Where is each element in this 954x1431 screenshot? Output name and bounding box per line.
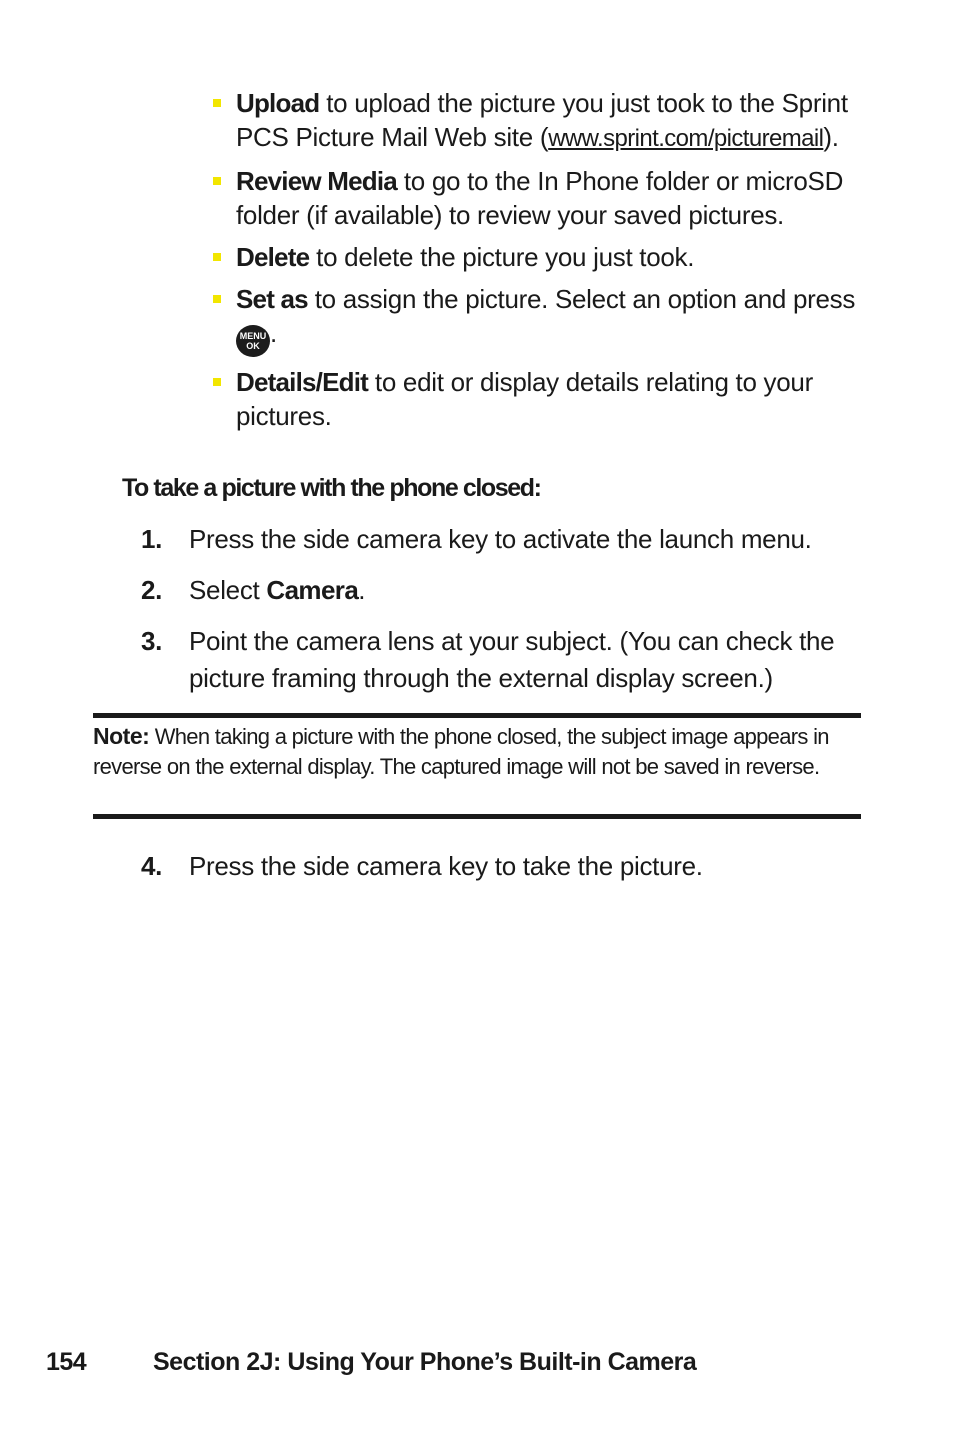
note-box [93, 713, 861, 819]
section-title: Section 2J: Using Your Phone’s Built-in Camera [153, 1348, 697, 1376]
bullet-term: Set as [236, 284, 308, 314]
bullet-text: to edit or display details relating to your pictures. [236, 367, 813, 431]
bullet-term: Upload [236, 88, 320, 118]
step-2 [141, 572, 866, 609]
bullet-term: Review Media [236, 166, 397, 196]
bullet-term: Delete [236, 242, 310, 272]
note-label: Note: [93, 723, 150, 749]
bullet-review-media [213, 164, 863, 232]
bullet-text: to delete the picture you just took. [309, 242, 695, 272]
bullet-set-as [213, 282, 863, 357]
step-text: Press the side camera key to take the picture. [189, 851, 703, 881]
bullet-upload [213, 86, 863, 156]
bullet-term: Details/Edit [236, 367, 368, 397]
bullet-text: to go to the In Phone folder or microSD folder (if available) to review your saved pictures. [236, 166, 844, 230]
procedure-heading: To take a picture with the phone closed: [122, 474, 541, 502]
menu-key-bottom-label: OK [246, 341, 260, 351]
bullet-delete [213, 240, 863, 274]
step-number: 2. [141, 575, 163, 605]
bullet-square-icon [213, 378, 221, 386]
step-text-after: . [358, 575, 366, 605]
step-1 [141, 521, 866, 558]
step-list [141, 521, 866, 697]
bullet-list [213, 86, 863, 441]
step-text: Select [189, 575, 267, 605]
bullet-details-edit [213, 365, 863, 433]
bullet-text-after: . [270, 318, 277, 348]
bullet-square-icon [213, 177, 221, 185]
page-footer [46, 1348, 697, 1377]
menu-ok-key-icon [236, 325, 270, 357]
bullet-square-icon [213, 253, 221, 261]
step-4 [141, 848, 866, 885]
bullet-square-icon [213, 295, 221, 303]
step-number: 3. [141, 626, 163, 656]
note-text: When taking a picture with the phone closed, the subject image appears in reverse on the external display. The captured image will not be saved in reverse. [93, 724, 829, 779]
bullet-square-icon [213, 99, 221, 107]
step-text: Point the camera lens at your subject. (You can check the picture framing through the external display screen.) [189, 626, 835, 693]
step-bold-term: Camera [266, 575, 359, 605]
picturemail-link[interactable]: www.sprint.com/picturemail [548, 125, 824, 152]
step-text: Press the side camera key to activate the launch menu. [189, 524, 812, 554]
step-number: 4. [141, 851, 163, 881]
step-3 [141, 623, 866, 697]
step-list-continued [141, 848, 866, 885]
menu-key-top-label: MENU [239, 331, 267, 341]
step-number: 1. [141, 524, 163, 554]
bullet-text: to upload the picture you just took to the Sprint PCS Picture Mail Web site ( [236, 88, 848, 152]
bullet-text-after: ). [823, 122, 839, 152]
bullet-text: to assign the picture. Select an option and press [307, 284, 856, 314]
page-number: 154 [46, 1348, 87, 1376]
